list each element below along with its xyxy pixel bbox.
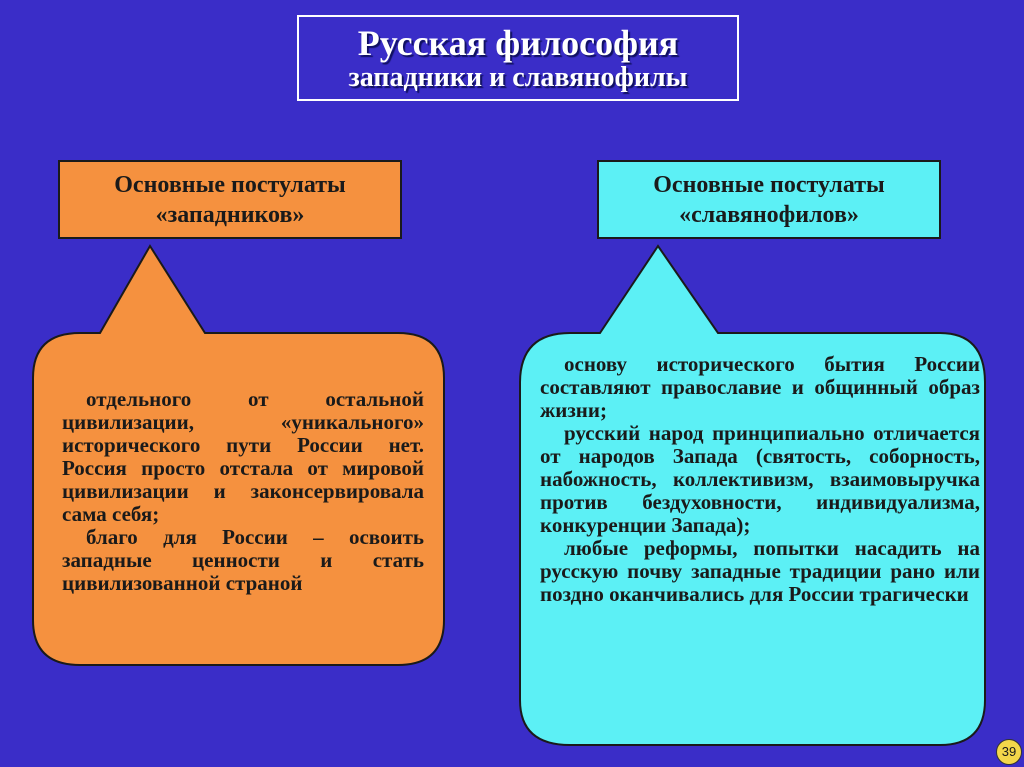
slavophiles-postulate-2: русский народ принципиально отличается от народов Запада (святость, соборность, набожность, коллективизм, взаимовыручка против бездуховности, индивидуализма, конкуренции Запада); [540,421,980,537]
slavophiles-header-line2: «славянофилов» [679,202,859,228]
westerners-header-line1: Основные постулаты [114,172,346,198]
slavophiles-postulates [540,353,980,606]
slavophiles-postulate-1: основу исторического бытия России составляют православие и общинный образ жизни; [540,352,980,422]
slavophiles-postulate-3: любые реформы, попытки насадить на русскую почву западные традиции рано или поздно оканчивались для России трагически [540,536,980,606]
westerners-postulates [62,388,424,595]
westerners-header-line2: «западников» [155,202,305,228]
page-title: Русская философия [357,23,679,63]
westerners-postulate-1: отдельного от остальной цивилизации, «уникального» исторического пути России нет. Россия просто отстала от мировой цивилизации и законсервировала сама себя; [62,387,424,526]
page-subtitle: западники и славянофилы [348,62,688,93]
westerners-postulate-2: благо для России – освоить западные ценности и стать цивилизованной страной [62,525,424,595]
page-number-badge: 39 [996,739,1022,765]
slavophiles-header-line1: Основные постулаты [653,172,885,198]
